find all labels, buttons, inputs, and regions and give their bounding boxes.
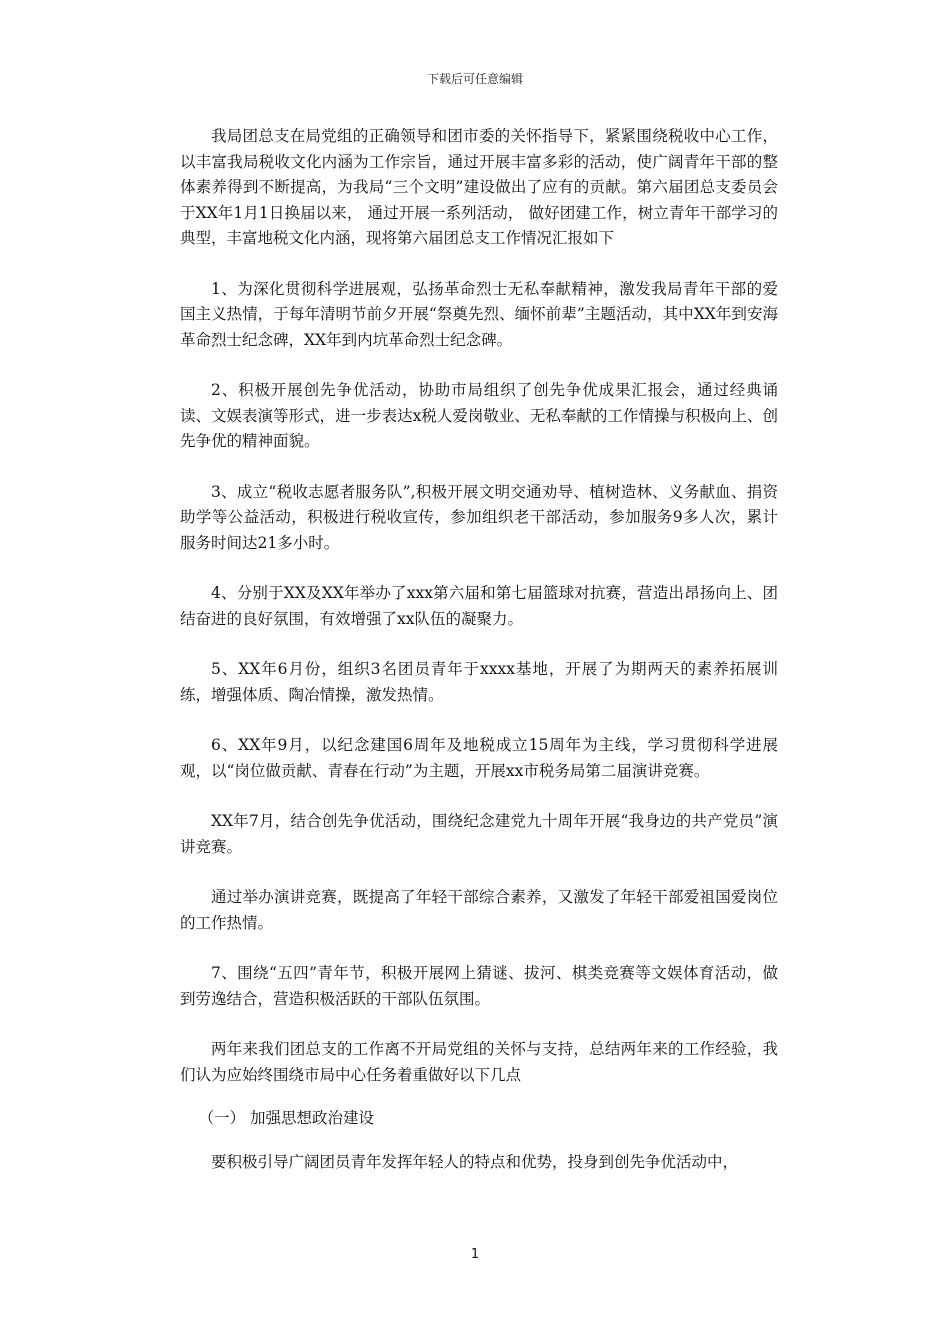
paragraph-item-6: 6、XX年9月，以纪念建国6周年及地税成立15周年为主线，学习贯彻科学进展观，以“岗位做贡献、青春在行动”为主题，开展xx市税务局第二届演讲竞赛。 xyxy=(180,736,778,780)
paragraph-item-5: 5、XX年6月份，组织3名团员青年于xxxx基地，开展了为期两天的素养拓展训练，增强体质、陶冶情操，激发热情。 xyxy=(180,660,778,704)
page-header: 下载后可任意编辑 xyxy=(426,72,523,86)
paragraph-speech-contest: XX年7月，结合创先争优活动，围绕纪念建党九十周年开展“我身边的共产党员”演讲竞赛。 xyxy=(180,812,778,856)
document-body xyxy=(180,124,778,1200)
paragraph-item-2: 2、积极开展创先争优活动，协助市局组织了创先争优成果汇报会，通过经典诵读、文娱表演等形式，进一步表达x税人爱岗敬业、无私奉献的工作情操与积极向上、创先争优的精神面貌。 xyxy=(180,381,778,450)
paragraph-item-4: 4、分别于XX及XX年举办了xxx第六届和第七届篮球对抗赛，营造出昂扬向上、团结奋进的良好氛围，有效增强了xx队伍的凝聚力。 xyxy=(180,584,778,628)
paragraph-summary: 两年来我们团总支的工作离不开局党组的关怀与支持，总结两年来的工作经验，我们认为应始终围绕市局中心任务着重做好以下几点 xyxy=(180,1040,778,1084)
paragraph-item-1: 1、为深化贯彻科学进展观，弘扬革命烈士无私奉献精神，激发我局青年干部的爱国主义热情，于每年清明节前夕开展“祭奠先烈、缅怀前辈”主题活动，其中XX年到安海革命烈士纪念碑，XX年到内坑革命烈士纪念碑。 xyxy=(180,279,778,349)
paragraph-speech-result: 通过举办演讲竞赛，既提高了年轻干部综合素养，又激发了年轻干部爱祖国爱岗位的工作热情。 xyxy=(180,888,778,932)
paragraph-item-3: 3、成立“税收志愿者服务队”,积极开展文明交通劝导、植树造林、义务献血、捐资助学等公益活动，积极进行税收宣传，参加组织老干部活动，参加服务9多人次，累计服务时间达21多小时。 xyxy=(180,482,778,552)
paragraph-intro: 我局团总支在局党组的正确领导和团市委的关怀指导下，紧紧围绕税收中心工作，以丰富我局税收文化内涵为工作宗旨，通过开展丰富多彩的活动，使广阔青年干部的整体素养得到不断提高，为我局“三个文明”建设做出了应有的贡献。第六届团总支委员会于XX年1月1日换届以来， 通过开展一系列活动， 做好团建工作，树立青年干部学习的典型，丰富地税文化内涵，现将第六届团总支工作情况汇报如下 xyxy=(180,127,778,247)
section-heading: （一） 加强思想政治建设 xyxy=(198,1109,375,1127)
paragraph-continuation: 要积极引导广阔团员青年发挥年轻人的特点和优势，投身到创先争优活动中， xyxy=(211,1152,739,1171)
page-number: 1 xyxy=(470,1247,480,1262)
paragraph-item-7: 7、围绕“五四”青年节，积极开展网上猜谜、拔河、棋类竞赛等文娱体育活动，做到劳逸结合，营造积极活跃的干部队伍氛围。 xyxy=(180,964,778,1008)
